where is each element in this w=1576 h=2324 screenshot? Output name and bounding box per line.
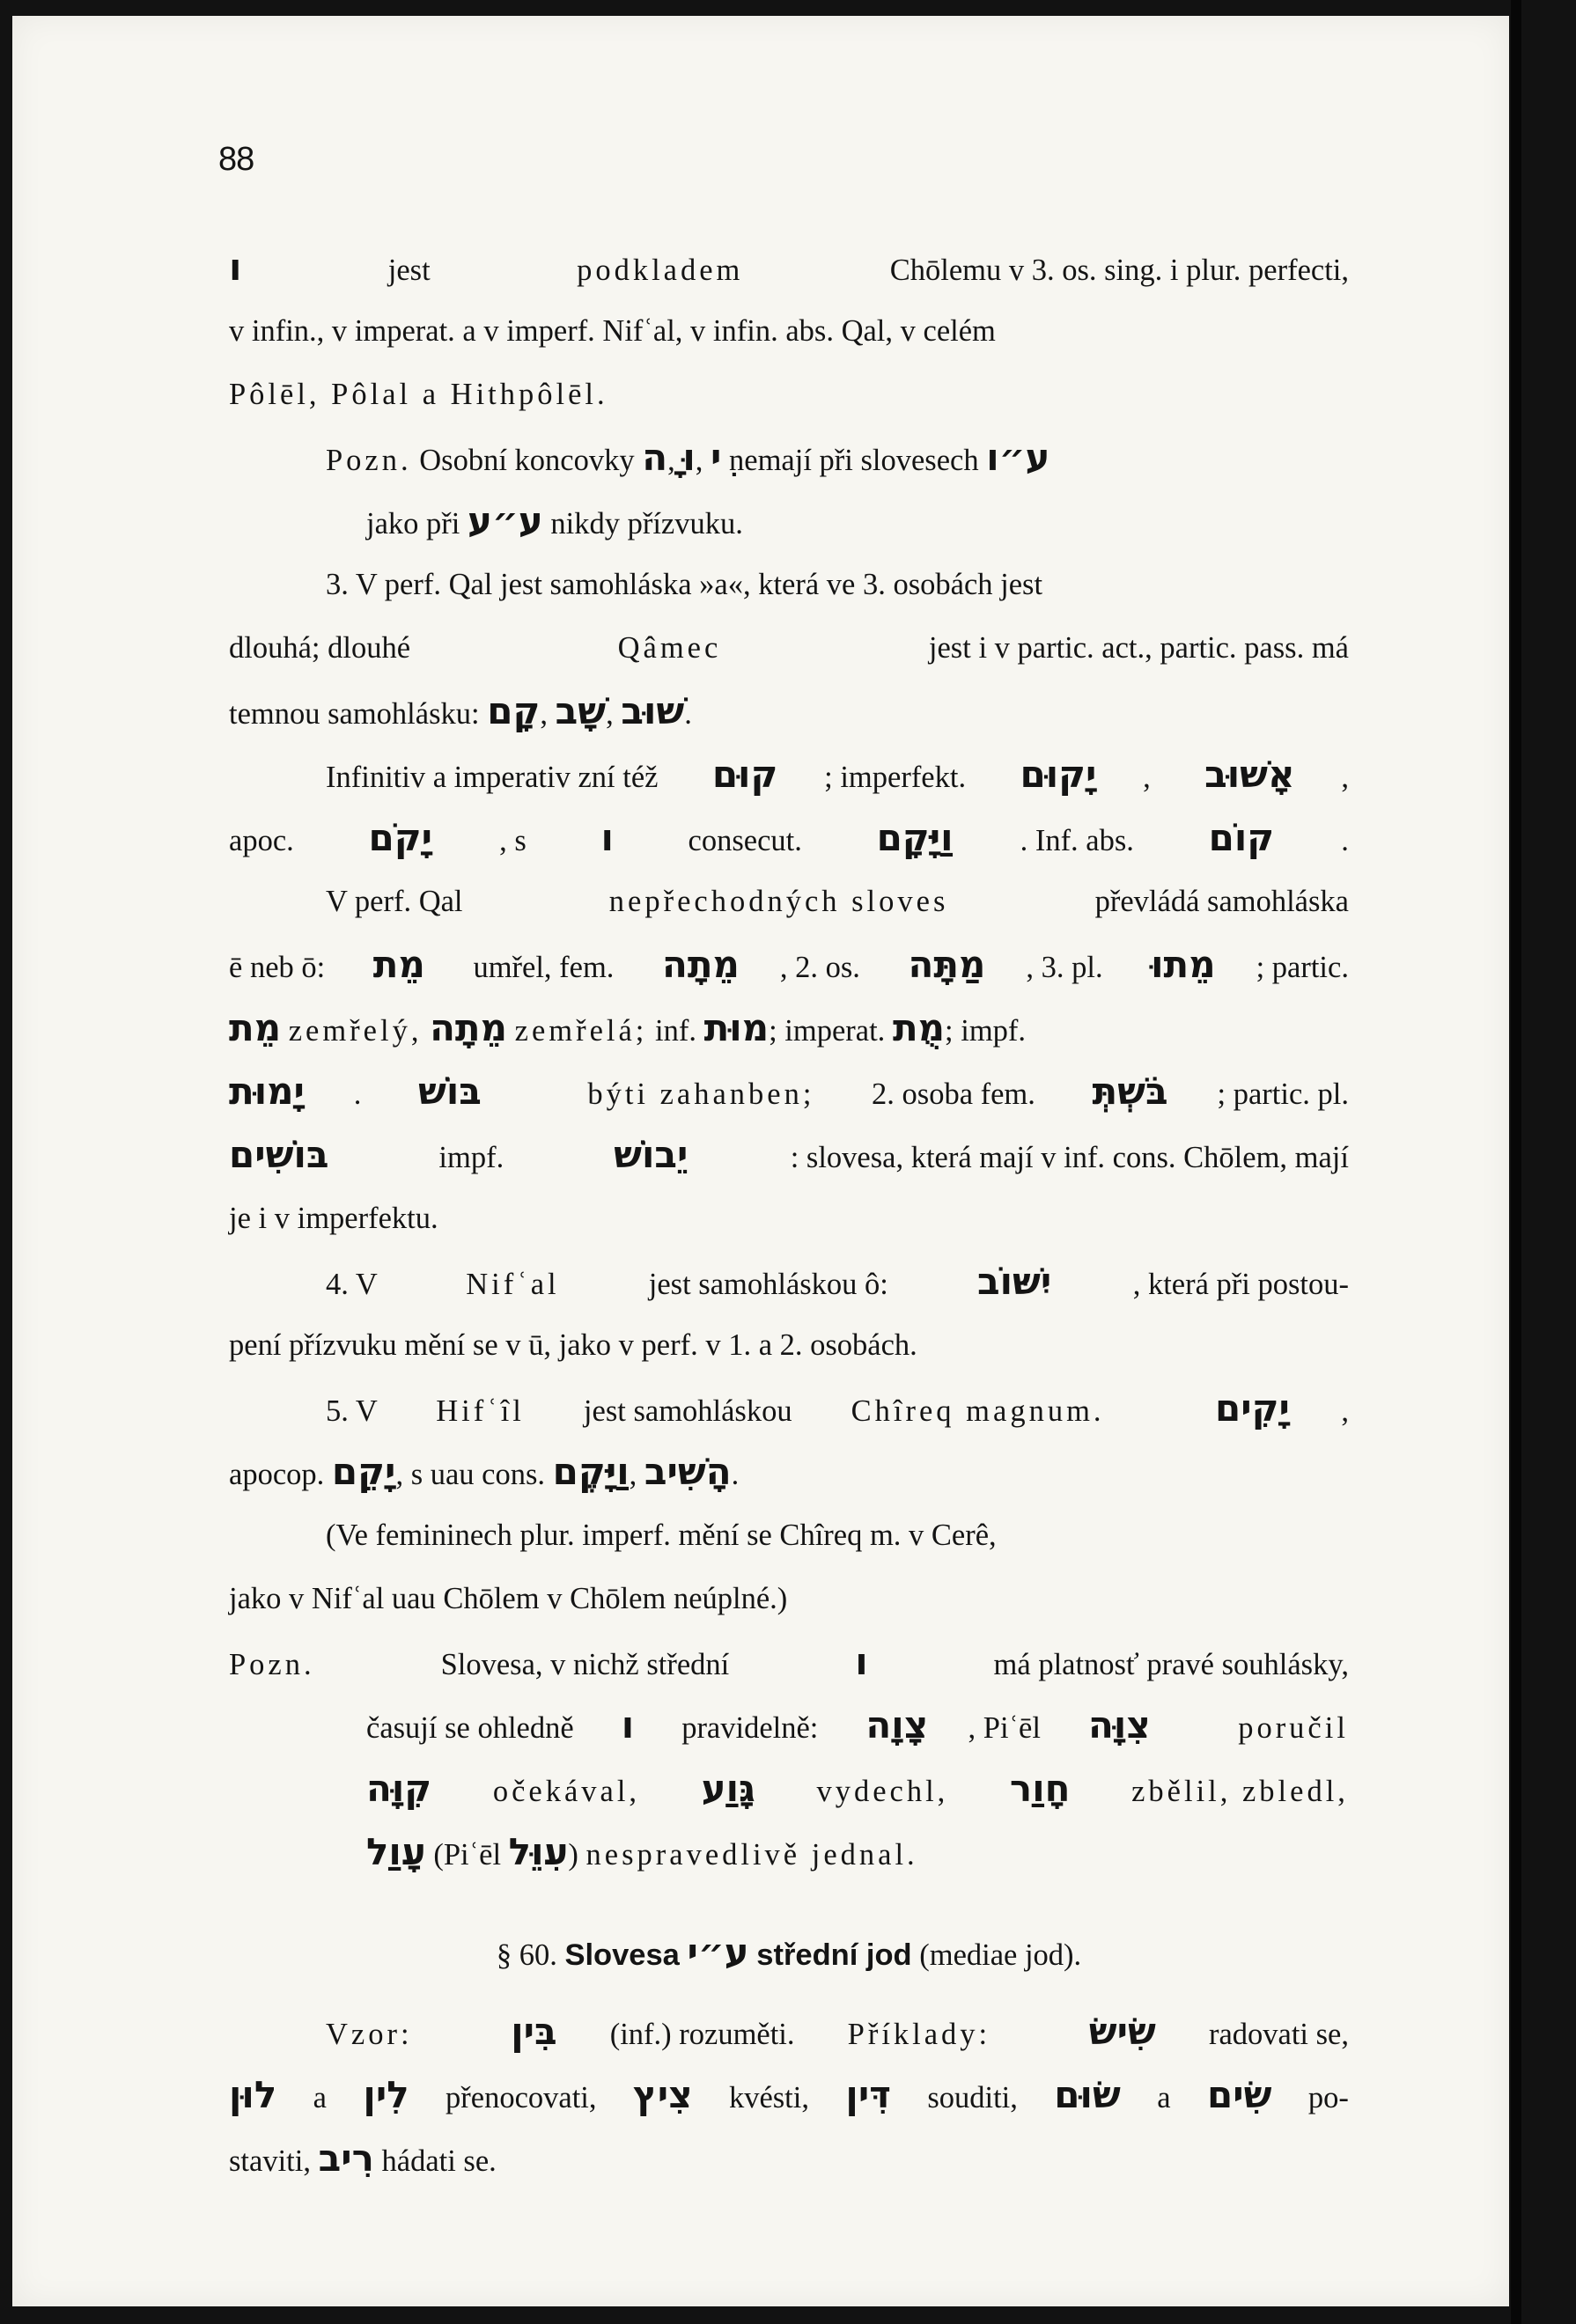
text-run xyxy=(1156,1379,1164,1443)
hebrew-word: ָה xyxy=(642,436,668,479)
text-run: Infinitiv a imperativ zní též xyxy=(326,761,666,794)
text-run: po- xyxy=(1300,2081,1349,2114)
text-run: : slovesa, která mají v inf. cons. Chōlem, mají xyxy=(790,1141,1349,1174)
hebrew-word: יָקֹם xyxy=(368,816,432,859)
text-line xyxy=(229,299,1349,363)
hebrew-word: רִיב xyxy=(318,2136,374,2180)
text-run: (Ve femininech plur. imperf. mění se Chîreq m. v Cerê, xyxy=(326,1519,997,1552)
text-run: pení přízvuku mění se v ū, jako v perf. v 1. a 2. osobách. xyxy=(229,1328,917,1362)
text-line xyxy=(229,1123,1349,1187)
text-run: , xyxy=(667,444,683,477)
verb-ayin-yod-text xyxy=(229,2000,1349,2190)
hebrew-word: יִשּׁוֹב xyxy=(977,1260,1052,1303)
text-run: jest xyxy=(380,254,438,287)
text-line xyxy=(229,997,1349,1060)
text-run: jako při xyxy=(366,507,468,541)
text-run: , Piʿēl xyxy=(968,1711,1049,1745)
text-run: (Piʿēl xyxy=(425,1838,509,1872)
text-run: . xyxy=(1341,824,1349,857)
hebrew-word: וַיָּקָם xyxy=(876,816,954,859)
hebrew-word: מֵתָה xyxy=(430,1006,508,1049)
hebrew-word: וַיָּקֶם xyxy=(552,1450,630,1493)
text-run: 2. osoba fem. xyxy=(864,1077,1043,1111)
hebrew-word: עִוֵּל xyxy=(508,1830,569,1873)
text-run: , která při postou- xyxy=(1132,1268,1349,1301)
hebrew-word: שָׁב xyxy=(555,689,607,732)
text-line xyxy=(229,1567,1349,1630)
text-line xyxy=(229,1820,1349,1884)
text-run: očekával, xyxy=(492,1775,641,1808)
text-run: 3. V perf. Qal jest samohláska »a«, která ve 3. osobách jest xyxy=(326,568,1043,601)
hebrew-word: ע״ו xyxy=(986,436,1050,479)
text-run: Pozn. xyxy=(326,444,412,477)
text-run xyxy=(667,1760,675,1823)
text-run: V perf. Qal xyxy=(326,885,471,918)
text-line xyxy=(229,1060,1349,1123)
text-line xyxy=(229,363,1349,426)
text-run: temnou samohlásku: xyxy=(229,697,488,731)
text-run: impf. xyxy=(431,1141,512,1174)
text-run: , xyxy=(1341,761,1349,794)
text-line xyxy=(229,1757,1349,1820)
hebrew-word: מֻת xyxy=(892,1006,946,1049)
text-run xyxy=(1036,2003,1044,2066)
text-run: zemřelá; xyxy=(514,1014,648,1048)
hebrew-word: ו xyxy=(855,1640,868,1683)
hebrew-word: צָוָה xyxy=(865,1703,929,1747)
text-run: , s uau cons. xyxy=(395,1458,553,1491)
text-run: , xyxy=(629,1458,644,1491)
text-line xyxy=(229,743,1349,806)
text-run: jest samohláskou xyxy=(576,1394,800,1428)
hebrew-word: קוּם xyxy=(711,753,778,796)
hebrew-word: יָקוּם xyxy=(1020,753,1097,796)
text-run: Příklady: xyxy=(847,2018,991,2051)
text-run: nespravedlivě jednal. xyxy=(585,1838,918,1872)
text-run: Slovesa, v nichž střední xyxy=(432,1648,737,1681)
hebrew-word: קוֹם xyxy=(1208,816,1275,859)
text-run: a xyxy=(306,2081,335,2114)
hebrew-word: וּ xyxy=(682,436,696,479)
text-run xyxy=(507,999,515,1063)
text-run: nikdy přízvuku. xyxy=(542,507,743,541)
text-run: Nifʿal xyxy=(466,1268,560,1301)
hebrew-word: בִּין xyxy=(511,2010,557,2053)
hebrew-word: מֵת xyxy=(229,1006,282,1049)
text-run: ; imperat. xyxy=(769,1014,893,1048)
text-run: consecut. xyxy=(680,824,810,857)
hebrew-word: שׁוּב xyxy=(621,689,685,732)
text-line xyxy=(229,2063,1349,2127)
text-run: jest samohláskou ô: xyxy=(641,1268,896,1301)
hebrew-word: צִוָּה xyxy=(1088,1703,1151,1747)
hebrew-word: בּוֹשִׁים xyxy=(229,1133,329,1176)
text-line xyxy=(229,1440,1349,1504)
hebrew-word: מוּת xyxy=(703,1006,770,1049)
text-run: zbělil, zbledl, xyxy=(1131,1775,1349,1808)
text-line xyxy=(229,2127,1349,2190)
scan-edge xyxy=(1511,0,1521,2324)
text-run xyxy=(782,1760,790,1823)
text-run: poručil xyxy=(1238,1711,1349,1745)
text-run: jako v Nifʿal uau Chōlem v Chōlem neúplné.) xyxy=(229,1582,788,1615)
text-run: , xyxy=(1341,1394,1349,1428)
hebrew-word: מֵת xyxy=(372,943,425,986)
text-run: pravidelně: xyxy=(674,1711,826,1745)
text-run: v infin., v imperat. a v imperf. Nifʿal, v infin. abs. Qal, v celém xyxy=(229,314,996,348)
hebrew-word: בּוֹשׁ xyxy=(417,1070,482,1113)
text-line xyxy=(229,426,1349,489)
text-run: podkladem xyxy=(577,254,744,287)
text-run: Vzor: xyxy=(326,2018,413,2051)
hebrew-word: עָוַל xyxy=(366,1830,426,1873)
text-run: Chōlemu v 3. os. sing. i plur. perfecti, xyxy=(882,254,1349,287)
text-run: dlouhá; dlouhé xyxy=(229,631,418,665)
text-run: Pôlēl, Pôlal a Hithpôlēl. xyxy=(229,378,608,411)
text-run: jest i v partic. act., partic. pass. má xyxy=(921,631,1349,665)
text-line xyxy=(229,933,1349,997)
text-run xyxy=(458,2003,466,2066)
text-run: apocop. xyxy=(229,1458,332,1491)
text-run: ; impf. xyxy=(945,1014,1027,1048)
text-run: ; partic. xyxy=(1256,951,1349,984)
text-run: . Inf. abs. xyxy=(1020,824,1142,857)
hebrew-word: ו xyxy=(229,246,242,289)
hebrew-word: ע״ע xyxy=(467,499,543,542)
text-run: převládá samohláska xyxy=(1087,885,1349,918)
hebrew-word: יֵבוֹשׁ xyxy=(614,1133,689,1176)
text-line xyxy=(229,489,1349,553)
text-run: kvésti, xyxy=(721,2081,817,2114)
text-line xyxy=(229,1250,1349,1313)
text-run: , s xyxy=(499,824,534,857)
text-run xyxy=(1190,1696,1198,1760)
hebrew-word: לִין xyxy=(363,2073,409,2116)
hebrew-word: ו xyxy=(600,816,614,859)
text-run: Osobní koncovky xyxy=(411,444,643,477)
section-title-hebrew: ע״י xyxy=(687,1931,749,1974)
hebrew-word: קָם xyxy=(487,689,541,732)
hebrew-word: מֵתוּ xyxy=(1151,943,1216,986)
text-run: souditi, xyxy=(919,2081,1026,2114)
section-number: § 60. xyxy=(496,1938,557,1972)
text-line xyxy=(229,616,1349,680)
hebrew-word: יָמוּת xyxy=(229,1070,305,1113)
text-run: . xyxy=(731,1458,740,1491)
text-line xyxy=(229,870,1349,933)
text-run: 5. V xyxy=(326,1394,385,1428)
text-run xyxy=(531,1063,539,1126)
text-run xyxy=(1097,1760,1105,1823)
hebrew-word: צִיץ xyxy=(632,2073,693,2116)
text-line xyxy=(229,236,1349,299)
hebrew-word: אָשׁוּב xyxy=(1204,753,1295,796)
hebrew-word: דִּין xyxy=(845,2073,891,2116)
hebrew-word: בֹּשְׁתְּ xyxy=(1092,1070,1168,1113)
text-run: . xyxy=(353,1077,370,1111)
text-line xyxy=(229,2000,1349,2063)
text-run: , xyxy=(540,697,556,731)
hebrew-word: קִוָּה xyxy=(366,1767,432,1810)
section-title-rest: střední jod xyxy=(756,1938,912,1972)
section-title: Slovesa xyxy=(564,1938,680,1972)
text-run: ē neb ō: xyxy=(229,951,333,984)
text-run: hádati se. xyxy=(373,2144,497,2178)
text-run: , xyxy=(695,444,711,477)
hebrew-word: חָוַר xyxy=(1009,1767,1071,1810)
hebrew-word: ִי xyxy=(711,436,722,479)
text-run: Hifʿîl xyxy=(436,1394,525,1428)
hebrew-word: ו xyxy=(621,1703,635,1747)
section-heading xyxy=(229,1884,1349,2000)
text-run: býti zahanben; xyxy=(587,1077,815,1111)
hebrew-word: יָקִים xyxy=(1215,1386,1290,1430)
text-run: Pozn. xyxy=(229,1648,315,1681)
text-run xyxy=(459,1760,467,1823)
hebrew-word: מֵתָה xyxy=(661,943,740,986)
text-run: časují se ohledně xyxy=(366,1711,582,1745)
text-run: Qâmec xyxy=(617,631,722,665)
text-run: vydechl, xyxy=(816,1775,949,1808)
text-run: nemají při slovesech xyxy=(721,444,987,477)
text-run: ) xyxy=(568,1838,586,1872)
text-run: umřel, fem. xyxy=(465,951,622,984)
text-run: zemřelý, xyxy=(288,1014,423,1048)
text-run: , xyxy=(1143,761,1159,794)
hebrew-word: לוּן xyxy=(229,2073,277,2116)
section-subtitle: (mediae jod). xyxy=(919,1938,1082,1972)
verb-ayin-waw-text xyxy=(229,236,1349,1884)
text-run: přenocovati, xyxy=(438,2081,605,2114)
text-line xyxy=(229,553,1349,616)
hebrew-word: שִׂים xyxy=(1206,2073,1272,2116)
text-run: 4. V xyxy=(326,1268,385,1301)
text-run: staviti, xyxy=(229,2144,319,2178)
page-number: 88 xyxy=(218,141,254,178)
text-line xyxy=(229,806,1349,870)
text-run: (inf.) rozuměti. xyxy=(602,2018,803,2051)
text-run: ; partic. pl. xyxy=(1217,1077,1349,1111)
text-line xyxy=(229,1694,1349,1757)
text-run: inf. xyxy=(647,1014,704,1048)
text-line xyxy=(229,1313,1349,1377)
text-run: nepřechodných sloves xyxy=(608,885,949,918)
text-run: apoc. xyxy=(229,824,302,857)
hebrew-word: מַתָּה xyxy=(908,943,986,986)
text-line xyxy=(229,1630,1349,1694)
text-run: , xyxy=(606,697,622,731)
hebrew-word: שִׂישׂ xyxy=(1088,2010,1156,2053)
text-run: . xyxy=(684,697,692,731)
text-line xyxy=(229,680,1349,743)
text-run: radovati se, xyxy=(1201,2018,1349,2051)
text-run: Chîreq magnum. xyxy=(851,1394,1105,1428)
text-run: , 3. pl. xyxy=(1026,951,1111,984)
text-run: , 2. os. xyxy=(779,951,868,984)
text-run xyxy=(281,999,289,1063)
hebrew-word: גָּוַע xyxy=(701,1767,755,1810)
text-run: má platnosť pravé souhlásky, xyxy=(985,1648,1349,1681)
page-body xyxy=(229,236,1349,2190)
hebrew-word: הָשִׁיב xyxy=(644,1450,732,1493)
text-line xyxy=(229,1377,1349,1440)
text-line xyxy=(229,1504,1349,1567)
text-line xyxy=(229,1187,1349,1250)
text-run xyxy=(422,999,430,1063)
text-run: je i v imperfektu. xyxy=(229,1202,438,1235)
text-run: a xyxy=(1149,2081,1179,2114)
hebrew-word: שׂוּם xyxy=(1054,2073,1121,2116)
text-run xyxy=(976,1760,983,1823)
text-run: ; imperfekt. xyxy=(824,761,974,794)
hebrew-word: יָקֵם xyxy=(331,1450,396,1493)
